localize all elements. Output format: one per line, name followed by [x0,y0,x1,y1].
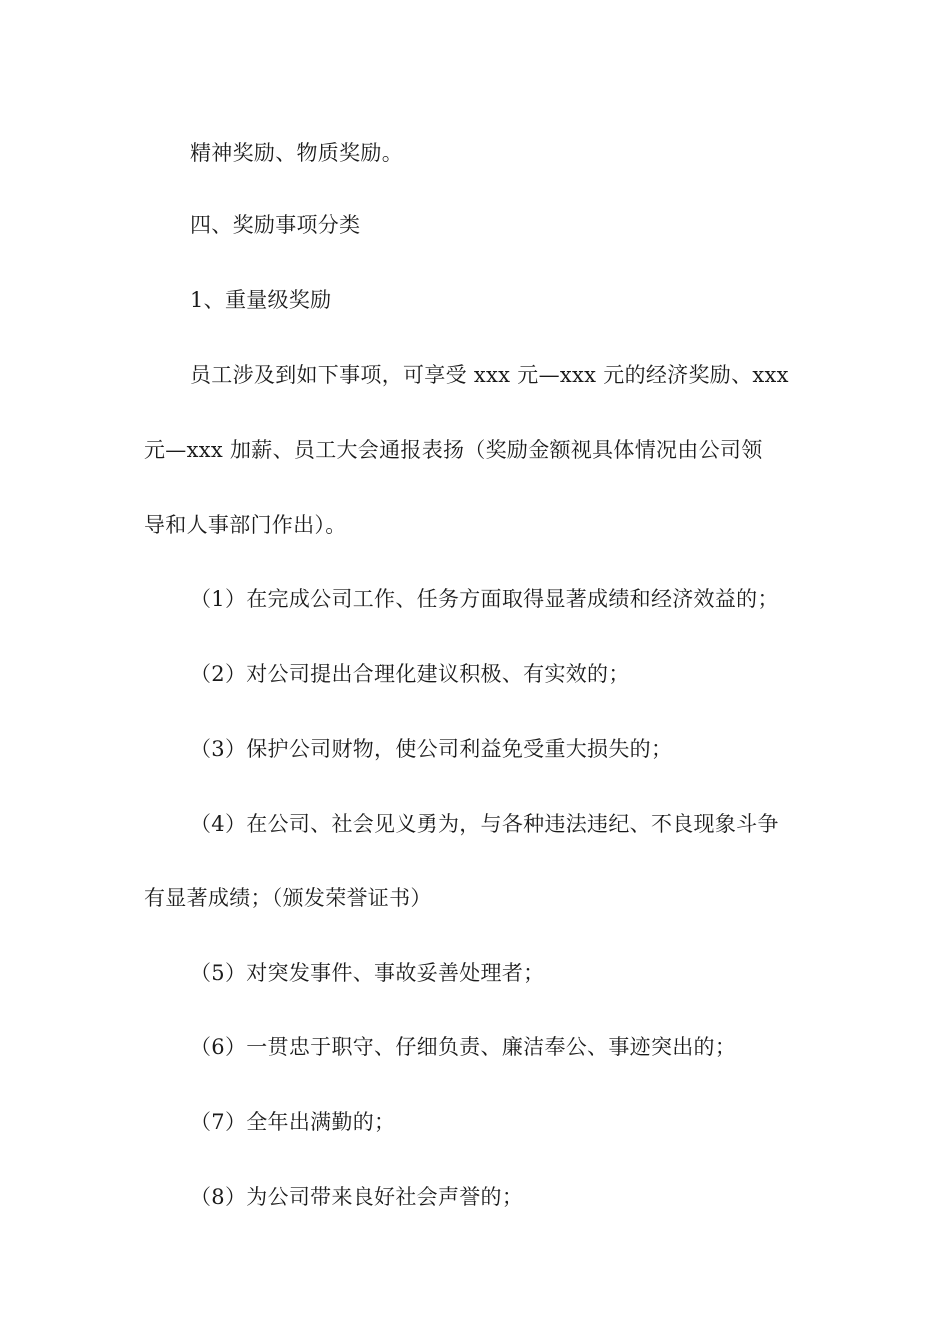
list-item: （8）为公司带来良好社会声誉的； [190,1185,524,1209]
list-item: （5）对突发事件、事故妥善处理者； [190,961,545,985]
list-item: （3）保护公司财物，使公司利益免受重大损失的； [190,737,673,761]
paragraph-reward-types: 精神奖励、物质奖励。 [190,141,403,165]
subsection-heading: 1、重量级奖励 [190,288,332,312]
list-item: （1）在完成公司工作、任务方面取得显著成绩和经济效益的； [190,587,779,611]
list-item: （7）全年出满勤的； [190,1110,396,1134]
list-item-continuation: 有显著成绩；（颁发荣誉证书） [144,886,432,910]
paragraph-line: 元—xxx 加薪、员工大会通报表扬（奖励金额视具体情况由公司领 [144,438,763,462]
section-heading: 四、奖励事项分类 [190,213,361,237]
paragraph-line: 员工涉及到如下事项，可享受 xxx 元—xxx 元的经济奖励、xxx [190,363,789,387]
list-item: （4）在公司、社会见义勇为，与各种违法违纪、不良现象斗争 [190,812,779,836]
paragraph-line: 导和人事部门作出）。 [144,513,347,537]
list-item: （2）对公司提出合理化建议积极、有实效的； [190,662,630,686]
list-item: （6）一贯忠于职守、仔细负责、廉洁奉公、事迹突出的； [190,1035,737,1059]
